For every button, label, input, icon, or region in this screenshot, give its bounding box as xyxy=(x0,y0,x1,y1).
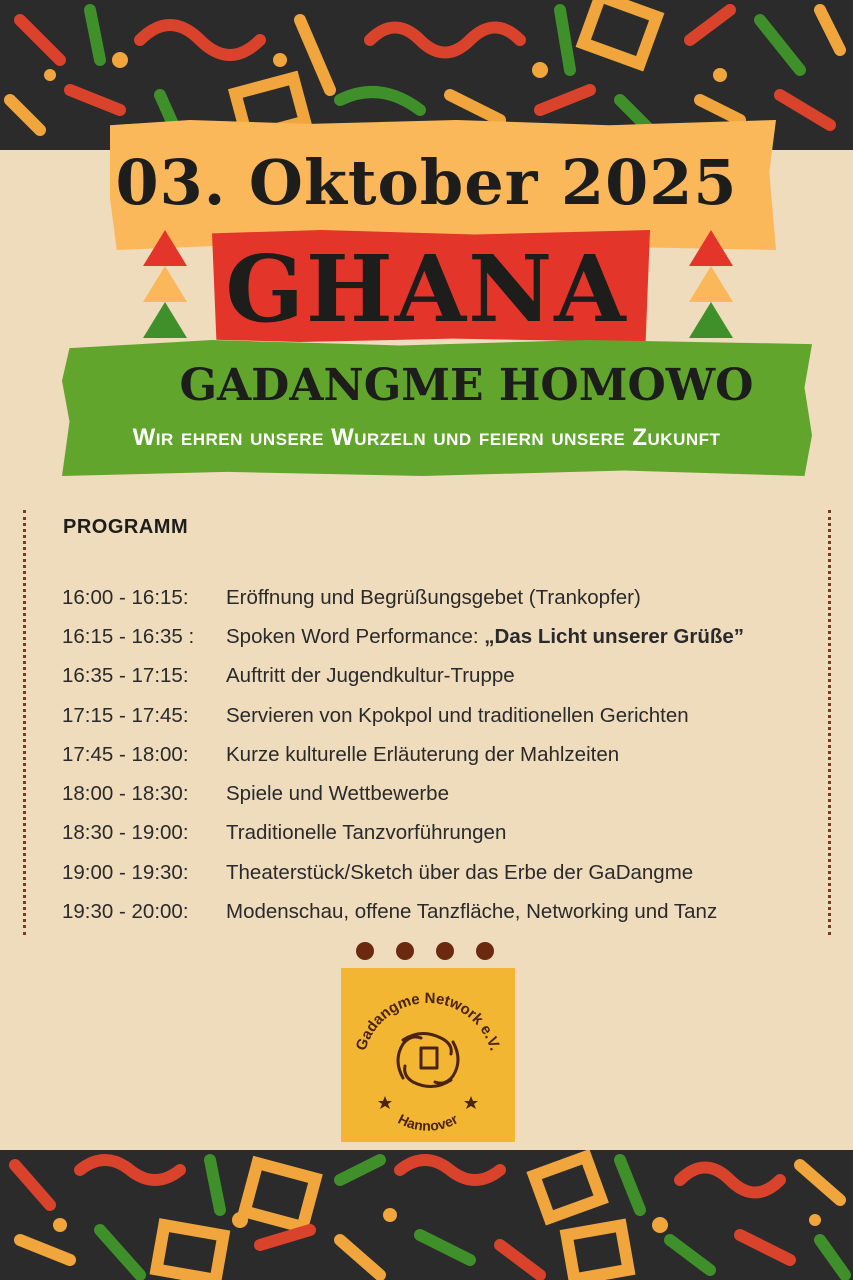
event-highlight: „Das Licht unserer Grüße” xyxy=(484,624,745,648)
schedule-event: Kurze kulturelle Erläuterung der Mahlzeiten xyxy=(226,742,620,766)
decorative-dots xyxy=(356,942,494,960)
schedule-event: Eröffnung und Begrüßungsgebet (Trankopfer) xyxy=(226,585,641,609)
schedule-time: 18:00 - 18:30: xyxy=(62,782,189,806)
schedule-row xyxy=(62,578,832,617)
schedule-time: 16:35 - 17:15: xyxy=(62,664,189,688)
bottom-pattern-band xyxy=(0,1150,853,1280)
schedule-event: Servieren von Kpokpol und traditionellen Gerichten xyxy=(226,703,689,727)
festival-title: GADANGME HOMOWO xyxy=(179,360,754,411)
program-title: PROGRAMM xyxy=(63,516,189,538)
schedule-row xyxy=(62,696,832,735)
schedule-event: Theaterstück/Sketch über das Erbe der GaDangme xyxy=(226,860,694,884)
schedule-time: 19:00 - 19:30: xyxy=(62,860,189,884)
schedule-row xyxy=(62,853,832,892)
joined-hands-logo-icon xyxy=(341,968,515,1142)
schedule-row xyxy=(62,617,832,656)
schedule-row xyxy=(62,735,832,774)
schedule-row xyxy=(62,657,832,696)
schedule-time: 19:30 - 20:00: xyxy=(62,900,189,924)
left-dotted-divider xyxy=(23,510,26,935)
schedule-event: Modenschau, offene Tanzfläche, Networking und Tanz xyxy=(226,900,718,924)
logo-city-text: Hannover xyxy=(395,1110,461,1134)
schedule-event: Spiele und Wettbewerbe xyxy=(226,782,449,806)
motto-text: Wir ehren unsere Wurzeln und feiern unsere Zukunft xyxy=(132,424,721,451)
schedule-time: 18:30 - 19:00: xyxy=(62,821,189,845)
schedule-time: 16:00 - 16:15: xyxy=(62,585,189,609)
program-schedule xyxy=(62,578,832,932)
gadangme-network-logo xyxy=(341,968,515,1142)
schedule-event: Spoken Word Performance: „Das Licht unserer Grüße” xyxy=(226,624,745,648)
schedule-row xyxy=(62,892,832,931)
dot-icon xyxy=(356,942,374,960)
logo-name-text: Gadangme Network e.V. xyxy=(352,989,504,1053)
schedule-row xyxy=(62,814,832,853)
dot-icon xyxy=(476,942,494,960)
schedule-row xyxy=(62,774,832,813)
dot-icon xyxy=(396,942,414,960)
schedule-time: 16:15 - 16:35 : xyxy=(62,624,195,648)
dot-icon xyxy=(436,942,454,960)
schedule-event: Traditionelle Tanzvorführungen xyxy=(226,821,507,845)
schedule-event: Auftritt der Jugendkultur-Truppe xyxy=(226,664,515,688)
event-date: 03. Oktober 2025 xyxy=(115,146,738,219)
country-title: GHANA xyxy=(225,235,628,343)
kente-pattern-bottom xyxy=(0,1150,853,1280)
schedule-time: 17:15 - 17:45: xyxy=(62,703,189,727)
schedule-time: 17:45 - 18:00: xyxy=(62,742,189,766)
